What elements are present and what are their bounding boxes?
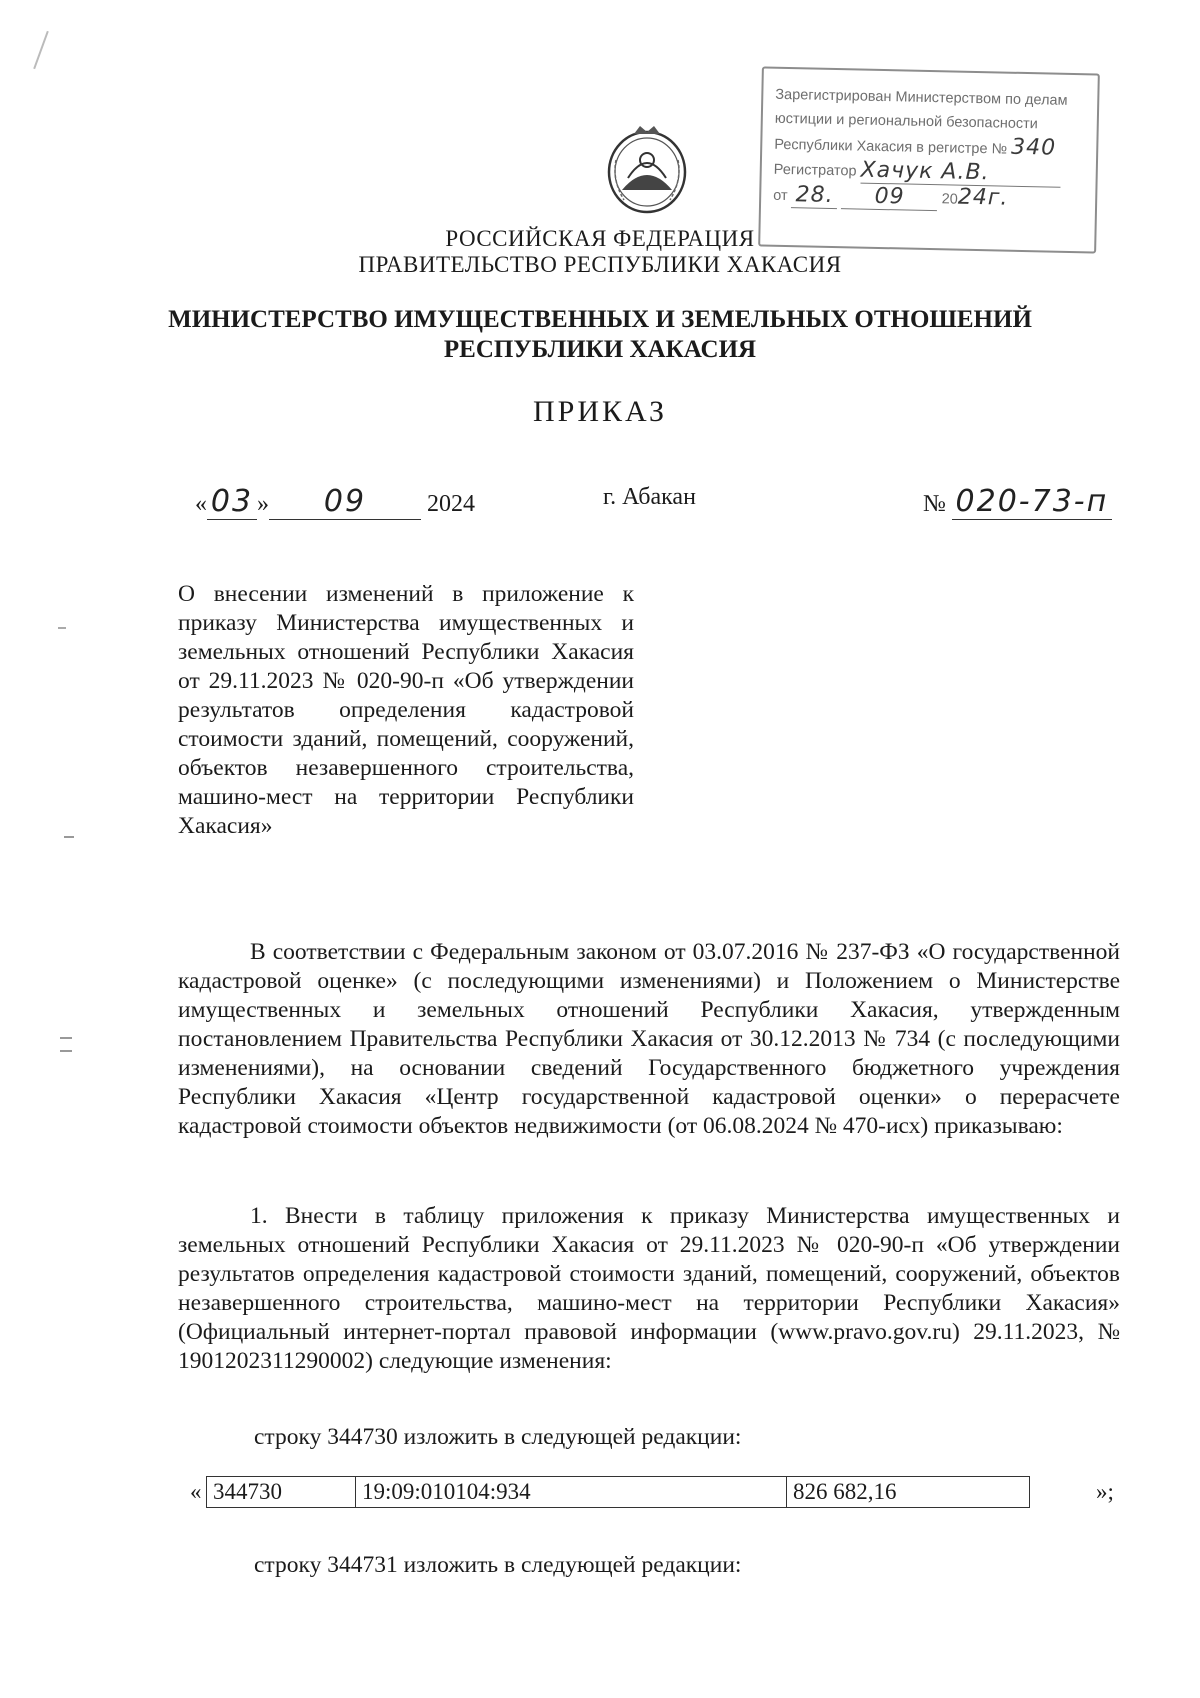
ministry-name-line-2: РЕСПУБЛИКИ ХАКАСИЯ (443, 336, 757, 363)
stamp-register-number: 340 (1010, 134, 1057, 161)
scan-mark (58, 627, 66, 629)
date-block (195, 484, 475, 520)
scan-mark (64, 836, 74, 838)
date-close-quote: » (257, 491, 269, 517)
scan-mark (33, 31, 49, 69)
date-and-number-line (195, 480, 1125, 520)
city: г. Абакан (603, 484, 696, 510)
stamp-line-2: юстиции и региональной безопасности (774, 110, 1039, 133)
date-year: 2024 (427, 491, 475, 517)
replacement-row-table (206, 1476, 1030, 1508)
preamble-paragraph: В соответствии с Федеральным законом от 03.07.2016 № 237-ФЗ «О государственной кадастровой оценке» (с последующими изменениями) и Положением о Министерстве имущественных и земельных отношений Республики Хакасия, утвержденным постановлением Правительства Республики Хакасия от 30.12.2013 № 734 (с последующими изменениями), на основании сведений Государственного бюджетного учреждения Республики Хакасия «Центр государственной кадастровой оценки» о перерасчете кадастровой стоимости объектов недвижимости (от 06.08.2024 № 470-исх) приказываю: (178, 939, 1120, 1139)
stamp-line-5 (773, 182, 1085, 215)
stamp-date-year-prefix: 20 (941, 191, 958, 208)
change-row-1-table (190, 1476, 1122, 1510)
stamp-date-year-suffix: 24г. (957, 184, 1009, 211)
change-row-2-label: строку 344731 изложить в следующей редакции: (254, 1552, 742, 1578)
stamp-date-day: 28. (791, 183, 838, 209)
table-row (207, 1477, 1030, 1508)
cadastral-number-cell: 19:09:010104:934 (356, 1477, 787, 1508)
header-government: ПРАВИТЕЛЬСТВО РЕСПУБЛИКИ ХАКАСИЯ (358, 252, 842, 277)
date-open-quote: « (195, 491, 207, 517)
cadastral-value-cell: 826 682,16 (787, 1477, 1030, 1508)
row-number-cell: 344730 (207, 1477, 356, 1508)
stamp-line-1: Зарегистрирован Министерством по делам (775, 86, 1068, 109)
coat-of-arms-emblem (604, 120, 690, 216)
date-day: 03 (207, 484, 257, 520)
change-row-1-label: строку 344730 изложить в следующей редакции: (254, 1424, 742, 1450)
row-open-quote: « (190, 1479, 202, 1504)
order-number: 020-73-п (952, 484, 1112, 520)
order-number-block (923, 484, 1112, 520)
clause-1-paragraph: 1. Внести в таблицу приложения к приказу Министерства имущественных и земельных отношений Республики Хакасия от 29.11.2023 № 020-90-п «Об утверждении результатов определения кадастровой стоимости зданий, помещений, сооружений, объектов незавершенного строительства, машино-мест на территории Республики Хакасия» (Официальный интернет-портал правовой информации (www.pravo.gov.ru) 29.11.2023, № 1901202311290002) следующие изменения: (178, 1203, 1120, 1374)
stamp-registrar-label: Регистратор (773, 161, 857, 180)
stamp-date-prefix: от (773, 187, 788, 205)
stamp-line-3-text: Республики Хакасия в регистре № (774, 136, 1008, 158)
header-country: РОССИЙСКАЯ ФЕДЕРАЦИЯ (445, 226, 755, 251)
stamp-date-month: 09 (841, 184, 938, 211)
date-month: 09 (269, 484, 421, 520)
row-close-quote: »; (1096, 1479, 1114, 1504)
stamp-registrar-signature: Хачук А.В. (860, 159, 1060, 188)
scan-mark (60, 1050, 72, 1052)
document-type-title: ПРИКАЗ (533, 395, 667, 428)
scan-mark (60, 1037, 72, 1039)
order-subject: О внесении изменений в приложение к приказу Министерства имущественных и земельных отношений Республики Хакасия от 29.11.2023 № 020-90-п «Об утверждении результатов определения кадастровой стоимости зданий, помещений, сооружений, объектов незавершенного строительства, машино-мест на территории Республики Хакасия» (178, 581, 634, 839)
ministry-name (0, 305, 1200, 365)
number-sign: № (923, 491, 946, 517)
ministry-name-line-1: МИНИСТЕРСТВО ИМУЩЕСТВЕННЫХ И ЗЕМЕЛЬНЫХ ОТНОШЕНИЙ (168, 306, 1032, 333)
